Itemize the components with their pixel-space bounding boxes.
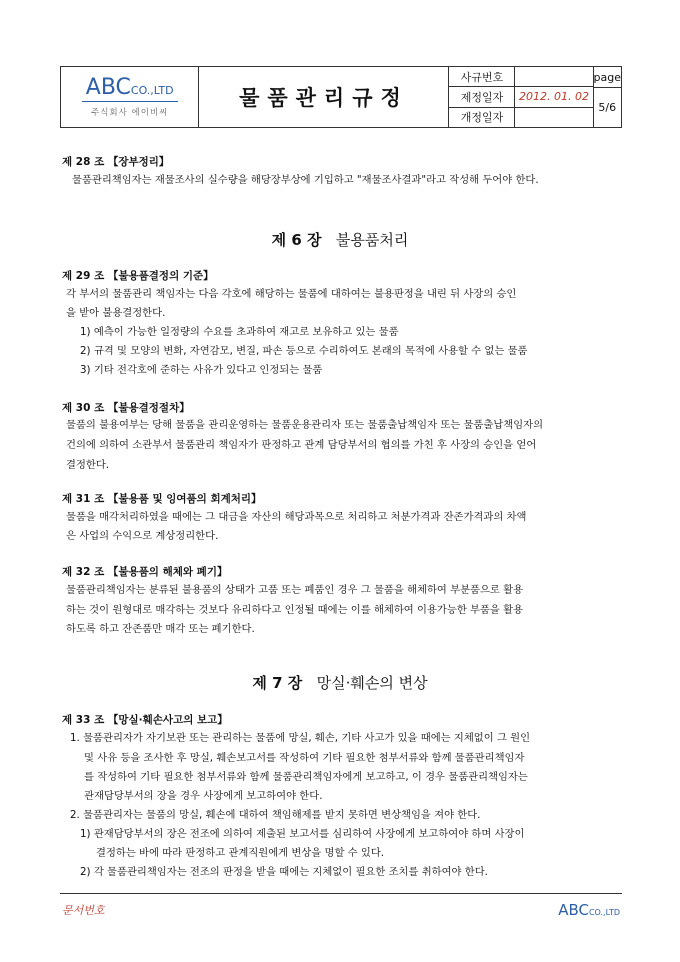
logo-main-text: ABC (85, 74, 131, 100)
meta-label: 사규번호 (449, 67, 515, 86)
chapter-number: 제 6 장 (271, 231, 322, 249)
document-header-table (60, 66, 622, 128)
page-number-box (594, 67, 621, 127)
meta-value: 2012. 01. 02 (519, 90, 589, 104)
meta-label: 개정일자 (449, 108, 515, 127)
article-text: 를 작성하여 기타 필요한 첨부서류와 함께 물품관리책임자에게 보고하고, 이 경우 물품관리책임자는 (84, 771, 528, 783)
article-text: 관재담당부서의 장을 경우 사장에게 보고하여야 한다. (84, 790, 323, 802)
article-heading: 제 30 조 【불용결정절차】 (62, 402, 190, 414)
chapter-heading (0, 229, 680, 250)
list-item: 2) 각 물품관리책임자는 전조의 판정을 받을 때에는 지체없이 필요한 조치를 취하여야 한다. (80, 866, 488, 878)
list-item: 1. 물품관리자가 자기보관 또는 관리하는 물품에 망실, 훼손, 기타 사고가 있을 때에는 지체없이 그 원인 (70, 732, 531, 744)
list-item: 2. 물품관리자는 물품의 망실, 훼손에 대하여 책임해제를 받지 못하면 변상책임을 져야 한다. (70, 809, 481, 821)
meta-label: 제정일자 (449, 87, 515, 106)
article-text: 건의에 의하여 소관부서 물품관리 책임자가 판정하고 관계 담당부서의 협의를 가친 후 사장의 승인을 얻어 (66, 439, 537, 451)
article-text: 물품을 매각처리하였을 때에는 그 대금을 자산의 해당과목으로 처리하고 처분가격과 잔존가격과의 차액 (66, 511, 527, 523)
footer-logo-suffix: CO.,LTD (588, 908, 620, 917)
logo-wordmark (85, 74, 174, 100)
logo-subtitle: 주식회사 에이비씨 (90, 107, 169, 118)
article-text: 물품관리책임자는 분류된 불용품의 상태가 고품 또는 폐품인 경우 그 물품을 해체하여 부분품으로 활용 (66, 584, 524, 596)
chapter-title: 불용품처리 (335, 231, 409, 249)
article-text: 각 부서의 물품관리 책임자는 다음 각호에 해당하는 물품에 대하여는 불용판정을 내린 뒤 사장의 승인 (66, 288, 517, 300)
page-label: page (594, 67, 621, 88)
logo-underline (82, 101, 178, 102)
article-text: 하도록 하고 잔존품만 매각 또는 폐기한다. (66, 623, 255, 635)
meta-row (449, 108, 592, 127)
article-text: 물품관리책임자는 재물조사의 실수량을 해당장부상에 기입하고 "재물조사결과"라고 작성해 두어야 한다. (72, 174, 539, 186)
page-number: 5/6 (598, 101, 617, 114)
document-meta (449, 67, 593, 127)
meta-value (515, 67, 592, 86)
chapter-title: 망실·훼손의 변상 (316, 674, 428, 692)
footer-divider (60, 893, 622, 894)
article-heading: 제 33 조 【망실·훼손사고의 보고】 (62, 714, 228, 726)
article-text: 결정하는 바에 따라 판정하고 관계직원에게 변상을 명할 수 있다. (96, 847, 385, 859)
chapter-heading (0, 672, 680, 693)
article-text: 및 사유 등을 조사한 후 망실, 훼손보고서를 작성하여 기타 필요한 첨부서류와 함께 물품관리책임자 (84, 752, 525, 764)
meta-value (515, 108, 592, 127)
meta-row (449, 87, 592, 107)
footer-logo (558, 900, 620, 919)
article-heading: 제 29 조 【불용품결정의 기준】 (62, 270, 214, 282)
article-text: 을 받아 불용결정한다. (66, 307, 166, 319)
article-text: 은 사업의 수익으로 계상정리한다. (66, 530, 219, 542)
article-heading: 제 31 조 【불용품 및 잉여품의 회계처리】 (62, 493, 262, 505)
footer-logo-main: ABC (558, 901, 589, 919)
logo-suffix-text: CO.,LTD (130, 83, 174, 97)
article-text: 결정한다. (66, 459, 110, 471)
list-item: 2) 규격 및 모양의 변화, 자연감모, 변질, 파손 등으로 수리하여도 본래의 목적에 사용할 수 없는 물품 (80, 345, 528, 357)
chapter-number: 제 7 장 (252, 674, 303, 692)
list-item: 1) 관재담당부서의 장은 전조에 의하여 제출된 보고서를 심리하여 사장에게 보고하여야 하며 사장이 (80, 828, 525, 840)
company-logo (61, 67, 199, 127)
document-number-label: 문서번호 (62, 904, 105, 917)
article-text: 하는 것이 원형대로 매각하는 것보다 유리하다고 인정될 때에는 이를 해체하여 이용가능한 부품을 활용 (66, 604, 524, 616)
meta-row (449, 67, 592, 87)
document-title: 물품관리규정 (199, 67, 449, 127)
list-item: 1) 예측이 가능한 일정량의 수요를 초과하여 재고로 보유하고 있는 물품 (80, 326, 399, 338)
article-text: 물품의 불용여부는 당해 물품을 관리운영하는 물품운용관리자 또는 물품출납책임자 또는 물품출납책임자의 (66, 419, 544, 431)
article-heading: 제 32 조 【불용품의 해체와 폐기】 (62, 566, 228, 578)
article-heading: 제 28 조 【장부정리】 (62, 156, 170, 168)
list-item: 3) 기타 전각호에 준하는 사유가 있다고 인정되는 물품 (80, 364, 323, 376)
